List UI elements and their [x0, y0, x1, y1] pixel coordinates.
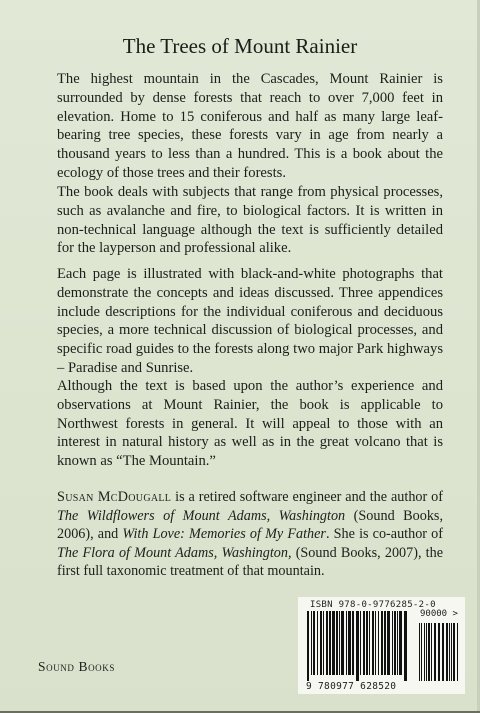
barcode-bar — [387, 611, 390, 675]
bio-text-4: (Sound Books, 2007), the first full taxonomic treatment of that mountain. — [57, 544, 444, 580]
barcode-bars — [303, 611, 461, 681]
description-paragraph-3: Each page is illustrated with black-and-white photographs that demonstrate the concepts and ideas discussed. Three appendices include descriptions for the individual coniferous and deciduous species, a more technical discussion of biological processes, and specific road guides to the forests along two major Park highways – Paradise and Sunrise. — [57, 266, 443, 376]
barcode-addon-digits: 90000 > — [420, 609, 458, 619]
barcode-bar — [397, 611, 398, 675]
barcode-bar — [311, 611, 312, 675]
barcode-bar — [381, 611, 383, 675]
description-paragraph-4: Although the text is based upon the author’s experience and observations at Mount Rainier, the book is applicable to Northwest forests in general. It will appeal to those with an interest in natural history as well as in the great volcano that is known as “The Mountain.” — [57, 378, 443, 470]
barcode-bar — [346, 611, 347, 675]
barcode-bar — [356, 611, 359, 681]
barcode-bar — [336, 611, 338, 675]
barcode-bar — [394, 611, 396, 675]
barcode-addon-bar — [446, 623, 448, 681]
barcode-bar — [399, 611, 402, 675]
bio-text-2: (Sound Books, 2006), and — [57, 507, 443, 543]
barcode-addon-bar — [419, 623, 420, 681]
barcode-bar — [392, 611, 393, 675]
barcode-bar — [404, 611, 407, 681]
isbn-label: ISBN 978-0-9776285-2-0 — [310, 600, 436, 610]
barcode-addon-bar — [442, 623, 444, 681]
barcode-bar — [360, 611, 361, 675]
barcode-bar — [307, 611, 309, 681]
author-name: Susan McDougall — [57, 489, 172, 505]
barcode-bar — [366, 611, 368, 675]
barcode-bar — [329, 611, 331, 675]
barcode-bar — [320, 611, 322, 675]
barcode-bar — [363, 611, 365, 675]
bio-book-1: The Wildflowers of Mount Adams, Washington — [57, 507, 346, 524]
barcode-addon-bar — [457, 623, 458, 681]
publisher-name: Sound Books — [38, 659, 115, 674]
book-title: The Trees of Mount Rainier — [122, 34, 358, 58]
bio-book-2: With Love: Memories of My Father — [122, 526, 326, 543]
bio-text-1: is a retired software engineer and the author of — [171, 489, 443, 505]
barcode-addon-bar — [453, 623, 455, 681]
barcode-bar — [317, 611, 318, 675]
barcode-bar — [323, 611, 324, 675]
barcode-addon-bar — [428, 623, 430, 681]
barcode-digits: 9 780977 628520 — [306, 681, 397, 692]
barcode-addon-bar — [438, 623, 440, 681]
author-bio — [57, 488, 443, 581]
barcode-bar — [378, 611, 379, 675]
bio-text-3: . She is co-author of — [325, 526, 443, 543]
barcode-addon-bar — [449, 623, 450, 681]
barcode-bar — [339, 611, 340, 675]
description-paragraph-1: The highest mountain in the Cascades, Mount Rainier is surrounded by dense forests that reach to over 7,000 feet in elevation. Home to 15 coniferous and half as many large leaf-bearing tree species, these forests vary in age from nearly a thousand years to less than a hundred. This is a book about the ecology of those trees and their forests. — [57, 71, 443, 181]
barcode-bar — [352, 611, 354, 675]
barcode-addon-bar — [424, 623, 425, 681]
barcode-bar — [375, 611, 376, 675]
barcode-addon-bar — [434, 623, 436, 681]
barcode-addon-bar — [421, 623, 422, 681]
barcode-bar — [326, 611, 328, 675]
barcode-bar — [369, 611, 370, 675]
isbn-barcode — [298, 597, 465, 694]
barcode-bar — [332, 611, 335, 675]
barcode-bar — [384, 611, 386, 675]
barcode-bar — [348, 611, 351, 675]
barcode-addon-bar — [426, 623, 427, 681]
bio-book-3: The Flora of Mount Adams, Washington, — [57, 544, 292, 561]
barcode-addon-bar — [451, 623, 452, 681]
description-paragraph-2: The book deals with subjects that range from physical processes, such as avalanche and fire, to biological factors. It is written in non-technical language although the text is sufficiently detailed for the layperson and professional alike. — [57, 184, 443, 257]
barcode-bar — [372, 611, 374, 675]
barcode-bar — [341, 611, 344, 675]
barcode-addon-bar — [431, 623, 432, 681]
barcode-bar — [313, 611, 315, 675]
